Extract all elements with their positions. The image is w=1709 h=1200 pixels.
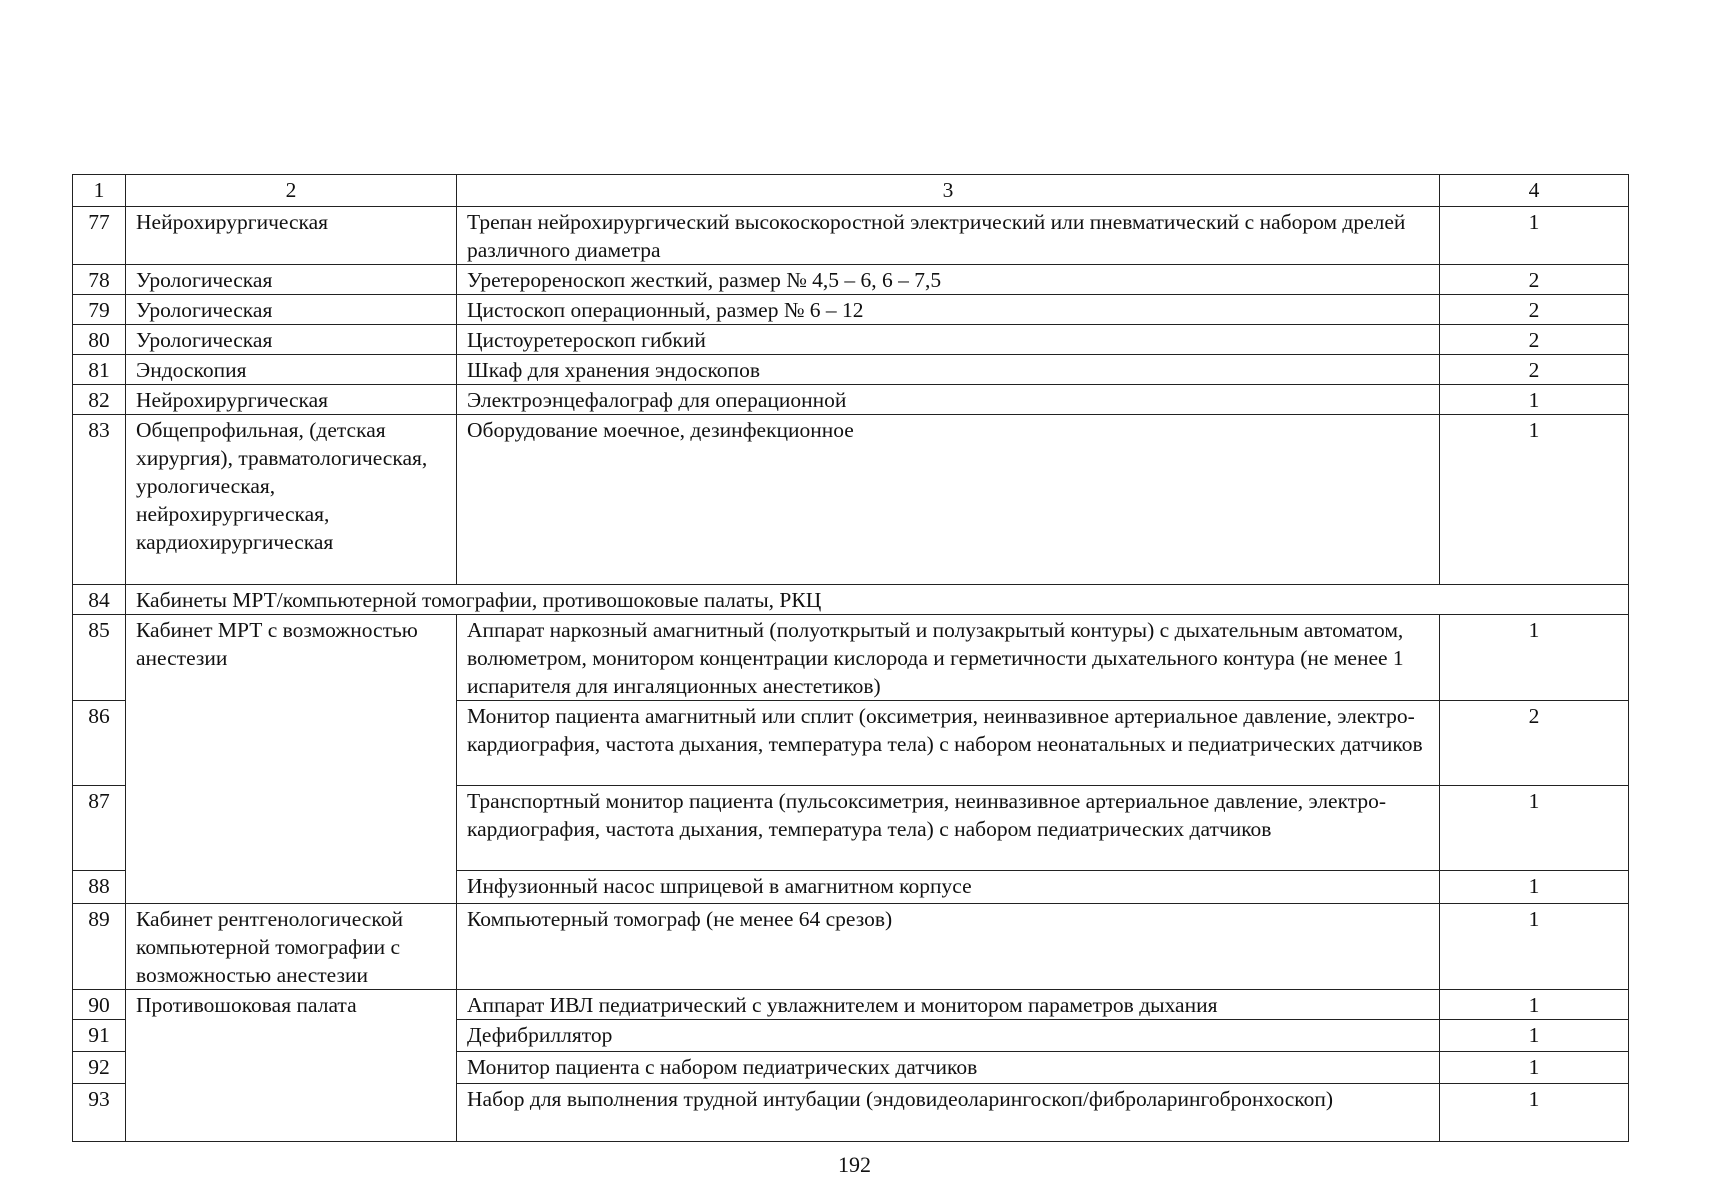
quantity-cell: 2 [1440, 701, 1629, 786]
quantity-cell: 1 [1440, 904, 1629, 990]
equipment-cell: Цистоскоп операционный, размер № 6 – 12 [457, 295, 1440, 325]
equipment-cell: Оборудование моечное, дезинфекционное [457, 415, 1440, 585]
department-cell: Кабинет МРТ с возможностью анестезии [126, 615, 457, 904]
column-number-1: 1 [73, 175, 126, 207]
table-row [73, 415, 1629, 585]
quantity-cell: 1 [1440, 871, 1629, 904]
column-number-3: 3 [457, 175, 1440, 207]
table-row [73, 325, 1629, 355]
column-number-2: 2 [126, 175, 457, 207]
quantity-cell: 1 [1440, 786, 1629, 871]
row-number: 77 [73, 207, 126, 265]
department-cell: Кабинет рентгенологической компьютерной томографии с возможностью анестезии [126, 904, 457, 990]
department-cell: Урологическая [126, 325, 457, 355]
quantity-cell: 1 [1440, 207, 1629, 265]
equipment-cell: Шкаф для хранения эндоскопов [457, 355, 1440, 385]
department-cell: Эндоскопия [126, 355, 457, 385]
table-row [73, 615, 1629, 701]
quantity-cell: 2 [1440, 355, 1629, 385]
quantity-cell: 1 [1440, 1084, 1629, 1142]
table-row [73, 265, 1629, 295]
row-number: 86 [73, 701, 126, 786]
equipment-cell: Аппарат наркозный амагнитный (полуоткрытый и полузакрытый контуры) с дыхательным автоматом, волюметром, монитором концентрации кислорода и герметичности дыхательного контура (не менее 1 испарителя для ингаляционных анестетиков) [457, 615, 1440, 701]
equipment-cell: Цистоуретероскоп гибкий [457, 325, 1440, 355]
row-number: 89 [73, 904, 126, 990]
quantity-cell: 2 [1440, 265, 1629, 295]
equipment-cell: Набор для выполнения трудной интубации (эндовидеоларингоскоп/фиброларингобронхоскоп) [457, 1084, 1440, 1142]
page-number: 192 [838, 1152, 871, 1177]
equipment-cell: Транспортный монитор пациента (пульсоксиметрия, неинвазивное артериальное давление, электро-кардиография, частота дыхания, температура тела) с набором педиатрических датчиков [457, 786, 1440, 871]
row-number: 88 [73, 871, 126, 904]
department-cell: Нейрохирургическая [126, 207, 457, 265]
table-row [73, 207, 1629, 265]
equipment-cell: Трепан нейрохирургический высокоскоростной электрический или пневматический с набором дрелей различного диаметра [457, 207, 1440, 265]
row-number: 91 [73, 1020, 126, 1052]
quantity-cell: 1 [1440, 415, 1629, 585]
department-cell: Общепрофильная, (детская хирургия), травматологическая, урологическая, нейрохирургическая, кардиохирургическая [126, 415, 457, 585]
table-row [73, 295, 1629, 325]
row-number: 93 [73, 1084, 126, 1142]
equipment-cell: Монитор пациента с набором педиатрических датчиков [457, 1052, 1440, 1084]
quantity-cell: 2 [1440, 295, 1629, 325]
equipment-cell: Дефибриллятор [457, 1020, 1440, 1052]
row-number: 80 [73, 325, 126, 355]
table-row [73, 385, 1629, 415]
equipment-cell: Компьютерный томограф (не менее 64 срезов) [457, 904, 1440, 990]
equipment-cell: Инфузионный насос шприцевой в амагнитном корпусе [457, 871, 1440, 904]
row-number: 83 [73, 415, 126, 585]
quantity-cell: 1 [1440, 990, 1629, 1020]
quantity-cell: 1 [1440, 385, 1629, 415]
section-row [73, 585, 1629, 615]
row-number: 90 [73, 990, 126, 1020]
row-number: 78 [73, 265, 126, 295]
column-number-4: 4 [1440, 175, 1629, 207]
quantity-cell: 1 [1440, 615, 1629, 701]
row-number: 92 [73, 1052, 126, 1084]
row-number: 87 [73, 786, 126, 871]
quantity-cell: 1 [1440, 1052, 1629, 1084]
equipment-table [72, 174, 1629, 1142]
equipment-cell: Монитор пациента амагнитный или сплит (оксиметрия, неинвазивное артериальное давление, электро-кардиография, частота дыхания, температура тела) с набором неонатальных и педиатрических датчиков [457, 701, 1440, 786]
quantity-cell: 2 [1440, 325, 1629, 355]
department-cell: Нейрохирургическая [126, 385, 457, 415]
table-row [73, 904, 1629, 990]
equipment-cell: Уретерореноскоп жесткий, размер № 4,5 – 6, 6 – 7,5 [457, 265, 1440, 295]
row-number: 81 [73, 355, 126, 385]
department-cell: Урологическая [126, 295, 457, 325]
department-cell: Урологическая [126, 265, 457, 295]
table-row [73, 990, 1629, 1020]
row-number: 85 [73, 615, 126, 701]
equipment-cell: Электроэнцефалограф для операционной [457, 385, 1440, 415]
department-cell: Противошоковая палата [126, 990, 457, 1142]
section-title: Кабинеты МРТ/компьютерной томографии, противошоковые палаты, РКЦ [126, 585, 1629, 615]
table-header-row [73, 175, 1629, 207]
row-number: 84 [73, 585, 126, 615]
table-row [73, 355, 1629, 385]
row-number: 82 [73, 385, 126, 415]
quantity-cell: 1 [1440, 1020, 1629, 1052]
row-number: 79 [73, 295, 126, 325]
equipment-cell: Аппарат ИВЛ педиатрический с увлажнителем и монитором параметров дыхания [457, 990, 1440, 1020]
